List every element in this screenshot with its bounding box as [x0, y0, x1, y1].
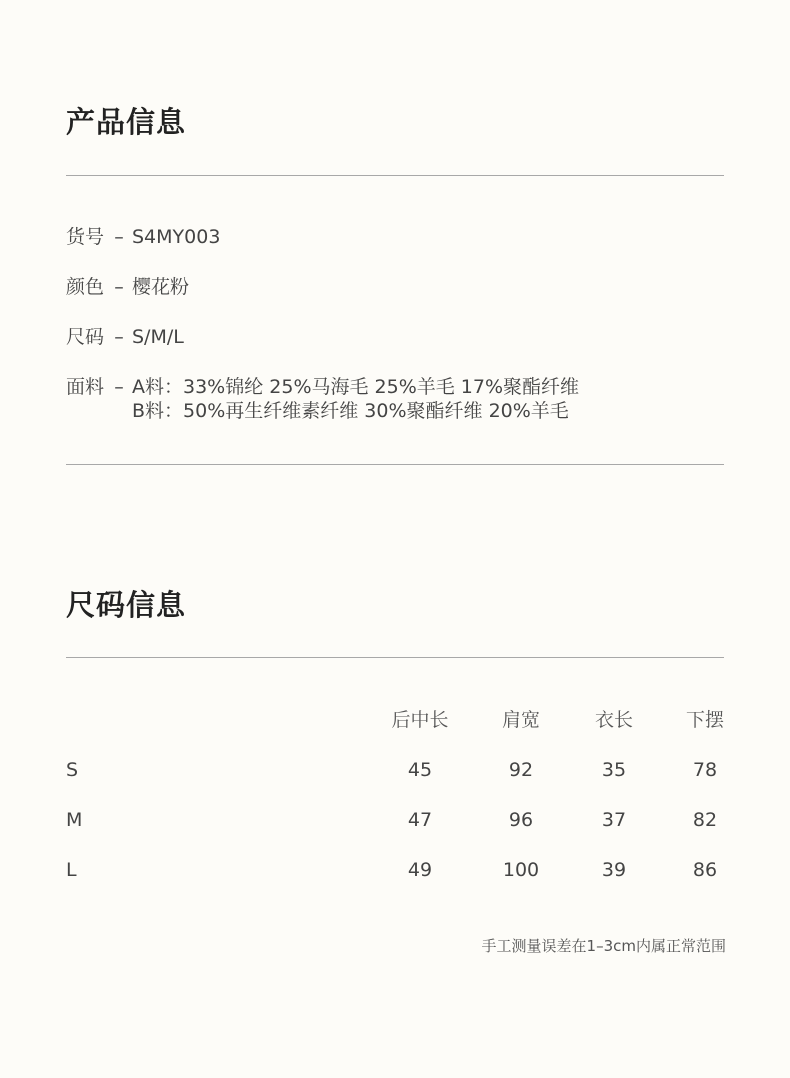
divider	[66, 175, 724, 176]
dash: –	[114, 326, 124, 348]
fabric-b-value: B料：50%再生纤维素纤维 30%聚酯纤维 20%羊毛	[132, 400, 569, 422]
value-cell: 100	[502, 859, 540, 881]
size-row	[66, 325, 184, 349]
fabric-row	[66, 375, 579, 423]
fabric-a-value: A料：33%锦纶 25%马海毛 25%羊毛 17%聚酯纤维	[132, 376, 580, 398]
size-label: 尺码	[66, 326, 105, 348]
column-header: 下摆	[685, 709, 724, 731]
item-number-label: 货号	[66, 226, 105, 248]
size-cell: M	[66, 809, 83, 831]
column-header: 肩宽	[501, 709, 540, 731]
value-cell: 92	[508, 759, 534, 781]
divider	[66, 464, 724, 465]
size-cell: L	[66, 859, 77, 881]
size-cell: S	[66, 759, 79, 781]
value-cell: 45	[407, 759, 433, 781]
product-info-title: 产品信息	[66, 105, 187, 139]
value-cell: 78	[692, 759, 718, 781]
dash: –	[114, 376, 124, 398]
item-number-row	[66, 225, 220, 249]
value-cell: 35	[601, 759, 627, 781]
value-cell: 82	[692, 809, 718, 831]
divider	[66, 657, 724, 658]
size-info-title: 尺码信息	[66, 588, 187, 622]
fabric-label: 面料	[66, 376, 105, 398]
table-row	[66, 805, 726, 835]
color-value: 樱花粉	[132, 276, 190, 298]
value-cell: 47	[407, 809, 433, 831]
value-cell: 86	[692, 859, 718, 881]
measurement-note: 手工测量误差在1–3cm内属正常范围	[481, 937, 726, 955]
column-header: 后中长	[391, 709, 449, 731]
dash: –	[114, 276, 124, 298]
dash: –	[114, 226, 124, 248]
value-cell: 39	[601, 859, 627, 881]
value-cell: 96	[508, 809, 534, 831]
item-number-value: S4MY003	[132, 226, 221, 248]
table-row	[66, 855, 726, 885]
value-cell: 37	[601, 809, 627, 831]
column-header: 衣长	[594, 709, 633, 731]
table-header-row	[66, 705, 726, 735]
table-row	[66, 755, 726, 785]
color-row	[66, 275, 189, 299]
size-value: S/M/L	[132, 326, 184, 348]
value-cell: 49	[407, 859, 433, 881]
color-label: 颜色	[66, 276, 105, 298]
